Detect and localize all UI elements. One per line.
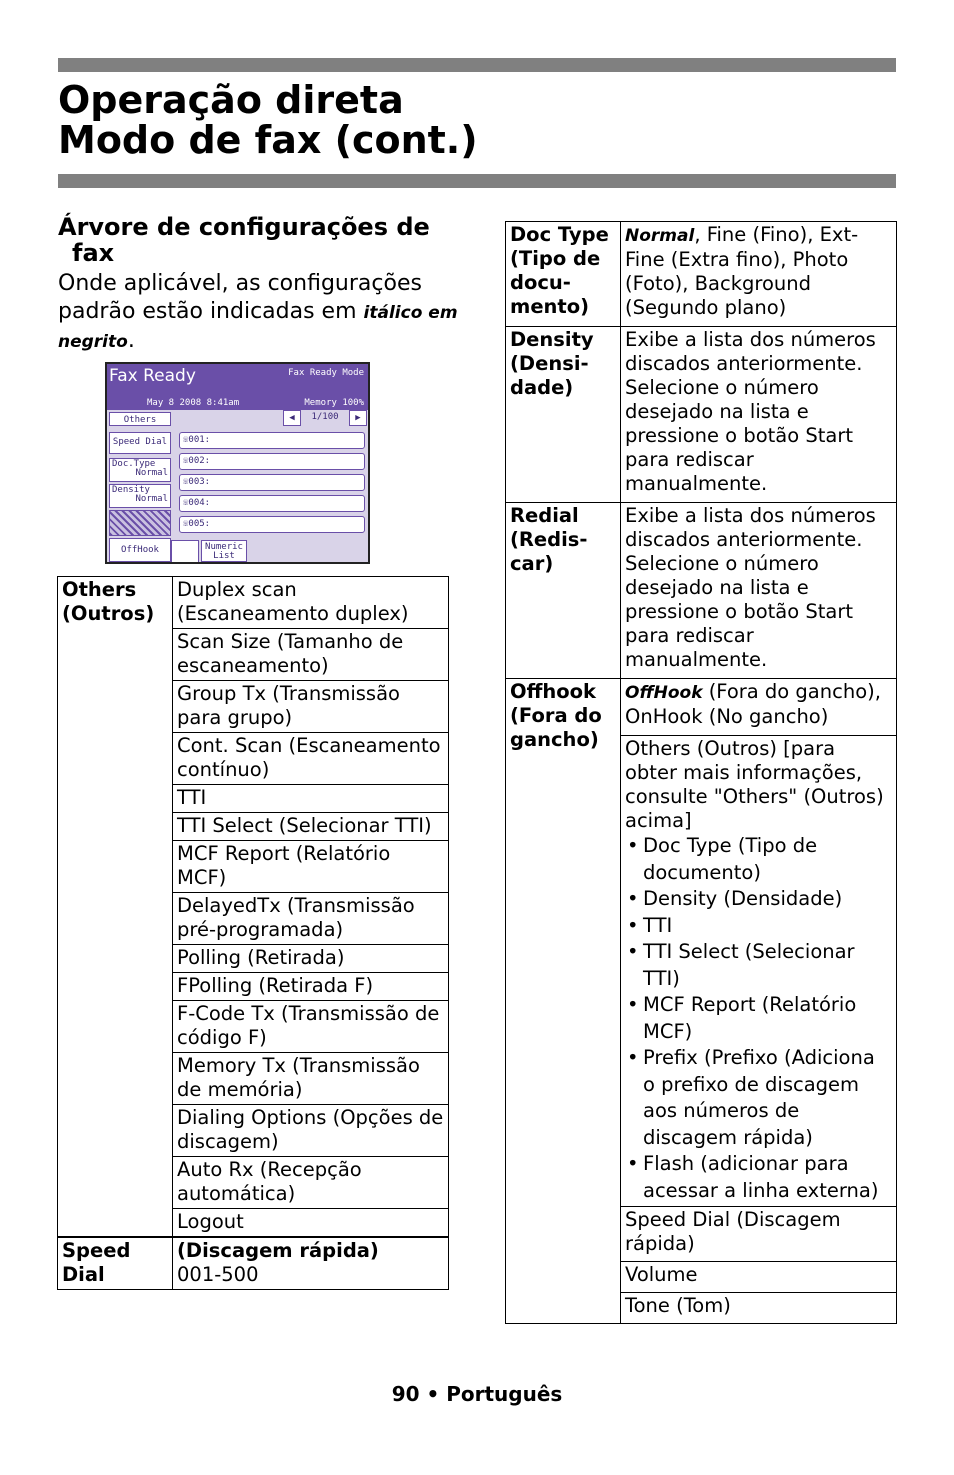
others-item: TTI Select (Selecionar TTI) [173,813,449,841]
list-item: • Flash (adicionar para acessar a linha externa) [625,1151,892,1204]
others-settings-table [57,576,449,1290]
doc-type-value: Normal [135,468,168,478]
page-indicator: 1/100 [311,412,339,422]
speed-dial-entry[interactable]: ☏002: [179,453,365,470]
offhook-tone: Tone (Tom) [621,1293,897,1324]
list-item: • Density (Densidade) [625,886,892,913]
phone-icon: ☏ [183,498,189,508]
table-row [58,1237,449,1290]
table-row [506,503,897,679]
others-item: Logout [173,1209,449,1238]
density-value: Exibe a lista dos números discados anteriormente. Selecione o número desejado na lista e pressione o botão Start para rediscar manualmente. [621,327,897,503]
numeric-list-tab[interactable]: Numeric List [201,540,247,562]
others-item: FPolling (Retirada F) [173,973,449,1001]
offhook-volume: Volume [621,1262,897,1293]
top-rule [58,58,896,72]
next-page-button[interactable]: ▶ [349,410,367,426]
others-table-body [58,577,449,1290]
speed-dial-entry[interactable]: ☏005: [179,516,365,533]
intro-end: . [127,328,135,353]
screen-mode: Fax Ready Mode [288,368,364,378]
speed-dial-range: 001-500 [177,1263,259,1286]
prev-page-button[interactable]: ◀ [283,410,301,426]
blank-button[interactable] [109,510,171,536]
speed-dial-entry[interactable]: ☏003: [179,474,365,491]
screen-date: May 8 2008 8:41am [147,398,240,408]
offhook-default: OffHook [625,683,703,703]
page-title-line2: Modo de fax (cont.) [58,118,478,162]
others-item: Memory Tx (Transmissão de memória) [173,1053,449,1105]
page-title [58,80,478,160]
doc-type-key: Doc Type (Tipo de docu- mento) [506,222,621,327]
others-item: Scan Size (Tamanho de escaneamento) [173,629,449,681]
list-item: • TTI [625,913,892,940]
speed-dial-tab[interactable] [171,540,199,562]
speed-dial-entry[interactable]: ☏004: [179,495,365,512]
others-item: Group Tx (Transmissão para grupo) [173,681,449,733]
fax-ready-screen [105,362,370,564]
speed-dial-key: Speed Dial [58,1237,173,1290]
density-button[interactable] [109,484,171,508]
section-title: Árvore de configurações de fax [58,213,430,267]
redial-value: Exibe a lista dos números discados anteriormente. Selecione o número desejado na lista e pressione o botão Start para rediscar manualmente. [621,503,897,679]
offhook-default-value [621,679,897,736]
offhook-others-cell [621,736,897,1207]
table-row [58,577,449,629]
table-row [506,679,897,736]
screen-memory: Memory 100% [304,398,364,408]
list-item: • Doc Type (Tipo de documento) [625,833,892,886]
offhook-others-intro: Others (Outros) [para obter mais informações, consulte "Others" (Outros) acima] [625,737,884,832]
others-key: Others (Outros) [58,577,173,1238]
phone-icon: ☏ [183,477,189,487]
intro-text: Onde aplicável, as configurações padrão estão indicadas em [58,271,422,324]
screen-title: Fax Ready [109,366,196,386]
speed-dial-button[interactable]: Speed Dial [109,432,171,454]
doc-type-rest: , Fine (Fino), Ext-Fine (Extra fino), Photo (Foto), Background (Segundo plano) [625,223,859,319]
phone-icon: ☏ [183,435,189,445]
others-item: Dialing Options (Opções de discagem) [173,1105,449,1157]
page-footer: 90 • Português [391,1382,563,1406]
intro-paragraph [58,270,458,356]
others-item: Auto Rx (Recepção automática) [173,1157,449,1209]
others-item: Duplex scan (Escaneamento duplex) [173,577,449,629]
others-item: Cont. Scan (Escaneamento contínuo) [173,733,449,785]
redial-key: Redial (Redis- car) [506,503,621,679]
fax-settings-table [505,221,897,1324]
offhook-rest: (Fora do gancho), OnHook (No gancho) [625,680,881,728]
others-button[interactable]: Others [109,412,171,426]
density-value: Normal [135,494,168,504]
others-item: MCF Report (Relatório MCF) [173,841,449,893]
list-item: • MCF Report (Relatório MCF) [625,992,892,1045]
intro-emphasis: itálico em negrito [58,303,458,352]
screen-header [107,364,368,410]
table-row [506,222,897,327]
table-row [506,327,897,503]
doc-type-button[interactable] [109,458,171,482]
list-item: • TTI Select (Selecionar TTI) [625,939,892,992]
density-label: Density [112,485,150,495]
offhook-button[interactable]: OffHook [109,538,171,562]
phone-icon: ☏ [183,456,189,466]
doc-type-default: Normal [625,226,695,246]
fax-settings-body [506,222,897,1324]
doc-type-value [621,222,897,327]
page-title-line1: Operação direta [58,78,404,122]
speed-dial-value [173,1237,449,1290]
others-item: TTI [173,785,449,813]
speed-dial-entry[interactable]: ☏001: [179,432,365,449]
phone-icon: ☏ [183,519,189,529]
others-item: DelayedTx (Transmissão pré-programada) [173,893,449,945]
offhook-others-list [625,833,892,1204]
speed-dial-label: (Discagem rápida) [177,1239,379,1262]
doc-type-label: Doc.Type [112,459,156,469]
density-key: Density (Densi- dade) [506,327,621,503]
others-item: Polling (Retirada) [173,945,449,973]
bottom-rule [58,174,896,188]
offhook-key: Offhook (Fora do gancho) [506,679,621,1324]
list-item: • Prefix (Prefixo (Adiciona o prefixo de discagem aos números de discagem rápida) [625,1045,892,1151]
offhook-speed-dial: Speed Dial (Discagem rápida) [621,1207,897,1262]
others-item: F-Code Tx (Transmissão de código F) [173,1001,449,1053]
